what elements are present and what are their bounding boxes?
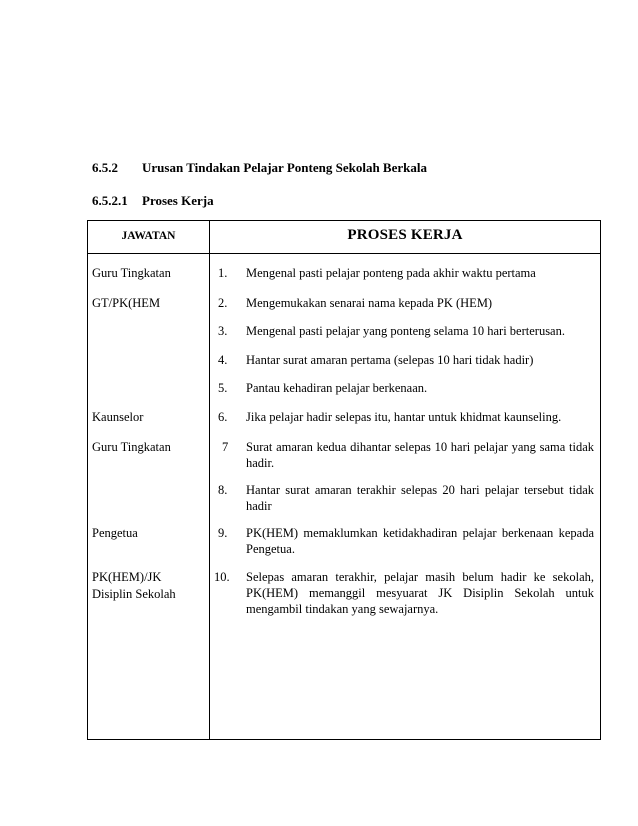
process-item-number: 9.: [218, 526, 228, 540]
process-item: [218, 380, 594, 396]
process-item: [218, 265, 594, 281]
subsection-title: Proses Kerja: [142, 193, 214, 208]
process-item-number: 6.: [218, 410, 228, 424]
role-disiplin-sekolah: Disiplin Sekolah: [92, 587, 176, 601]
process-item-text: Mengemukakan senarai nama kepada PK (HEM): [246, 296, 493, 310]
section-number: 6.5.2: [92, 160, 118, 175]
section-heading: [92, 160, 427, 176]
process-item-text: Surat amaran kedua dihantar selepas 10 hari pelajar yang sama tidak hadir.: [246, 440, 594, 470]
process-item-text: Selepas amaran terakhir, pelajar masih belum hadir ke sekolah, PK(HEM) memanggil mesyuarat JK Disiplin Sekolah untuk mengambil tindakan yang sewajarnya.: [246, 570, 594, 616]
process-item: [218, 525, 594, 557]
process-item-text: Hantar surat amaran pertama (selepas 10 hari tidak hadir): [246, 353, 534, 367]
process-item-number: 10.: [214, 570, 230, 584]
process-item-number: 2.: [218, 296, 228, 310]
process-item: [214, 569, 594, 617]
header-jawatan: JAWATAN: [121, 230, 176, 242]
header-proses-kerja: PROSES KERJA: [347, 227, 463, 243]
process-item-number: 7: [222, 440, 229, 454]
column-divider: [209, 221, 210, 739]
section-title: Urusan Tindakan Pelajar Ponteng Sekolah Berkala: [142, 160, 427, 175]
process-item-text: Mengenal pasti pelajar ponteng pada akhir waktu pertama: [246, 266, 536, 280]
process-item-number: 4.: [218, 353, 228, 367]
role-guru-tingkatan: Guru Tingkatan: [92, 266, 171, 280]
process-item: [218, 482, 594, 514]
process-item-text: Jika pelajar hadir selepas itu, hantar untuk khidmat kaunseling.: [246, 410, 562, 424]
role-pengetua: Pengetua: [92, 526, 138, 540]
subsection-heading: [92, 193, 214, 209]
role-kaunselor: Kaunselor: [92, 410, 144, 424]
role-gt-pk-hem: GT/PK(HEM: [92, 296, 161, 310]
process-item-text: PK(HEM) memaklumkan ketidakhadiran pelajar berkenaan kepada Pengetua.: [246, 526, 594, 556]
process-item-number: 5.: [218, 381, 228, 395]
subsection-number: 6.5.2.1: [92, 193, 128, 208]
process-item: [218, 409, 594, 425]
header-divider: [88, 253, 600, 254]
process-item-text: Pantau kehadiran pelajar berkenaan.: [246, 381, 428, 395]
process-item: [218, 295, 594, 311]
process-item-number: 3.: [218, 324, 228, 338]
process-table: [87, 220, 601, 740]
process-item: [218, 352, 594, 368]
role-guru-tingkatan-2: Guru Tingkatan: [92, 440, 171, 454]
process-item: [218, 439, 594, 471]
process-item: [218, 323, 594, 339]
process-item-text: Hantar surat amaran terakhir selepas 20 hari pelajar tersebut tidak hadir: [246, 483, 594, 513]
process-item-number: 8.: [218, 483, 228, 497]
process-item-number: 1.: [218, 266, 228, 280]
role-pk-hem-jk: PK(HEM)/JK: [92, 570, 162, 584]
process-item-text: Mengenal pasti pelajar yang ponteng selama 10 hari berterusan.: [246, 324, 565, 338]
